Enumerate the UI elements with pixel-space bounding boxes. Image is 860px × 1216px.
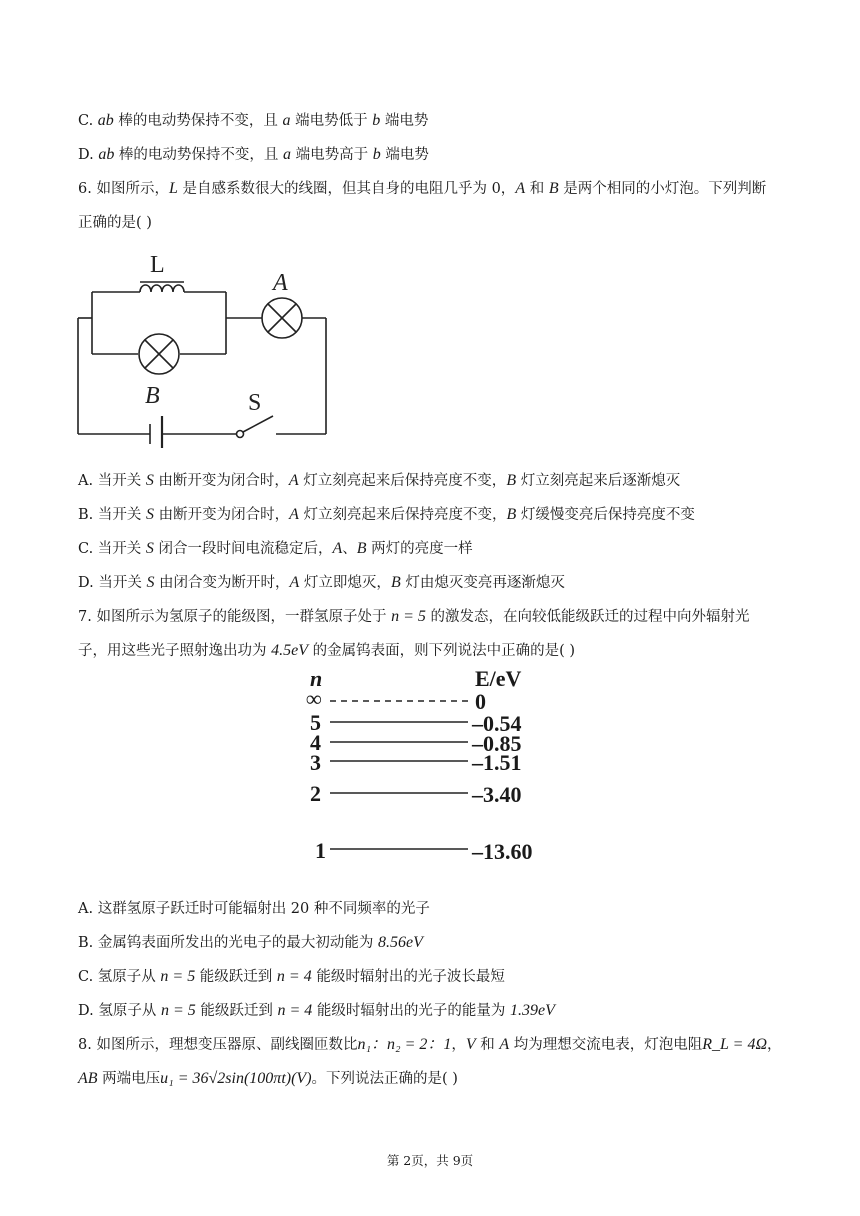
level-4-n: 4: [310, 730, 321, 755]
level-inf-e: 0: [475, 689, 486, 714]
q6-option-d: D. 当开关 S 由闭合变为断开时，A 灯立即熄灭，B 灯由熄灭变亮再逐渐熄灭: [78, 574, 565, 591]
energy-level-diagram: [300, 664, 560, 874]
page-footer: 第 2页，共 9页: [386, 1153, 474, 1168]
circuit-diagram: [70, 248, 340, 448]
q7-option-d: D. 氢原子从 n = 5 能级跃迁到 n = 4 能级时辐射出的光子的能量为 1.39eV: [78, 1002, 555, 1019]
q5-option-d: D. ab 棒的电动势保持不变，且 a 端电势高于 b 端电势: [78, 146, 429, 163]
level-2-e: –3.40: [472, 782, 522, 807]
lamp-a-label: A: [273, 270, 288, 296]
inductor-label: L: [150, 252, 165, 278]
q7-option-a: A. 这群氢原子跃迁时可能辐射出 20 种不同频率的光子: [78, 901, 430, 917]
q6-option-a: A. 当开关 S 由断开变为闭合时，A 灯立刻亮起来后保持亮度不变，B 灯立刻亮起来后逐渐熄灭: [78, 472, 681, 489]
lamp-b-label: B: [145, 383, 160, 409]
q6-option-b: B. 当开关 S 由断开变为闭合时，A 灯立刻亮起来后保持亮度不变，B 灯缓慢变亮后保持亮度不变: [78, 506, 695, 523]
q7-option-b: B. 金属钨表面所发出的光电子的最大初动能为 8.56eV: [78, 934, 423, 951]
level-5-n: 5: [310, 710, 321, 735]
level-inf-n: ∞: [306, 686, 322, 711]
level-3-e: –1.51: [472, 750, 522, 775]
q7-stem-line2: 子，用这些光子照射逸出功为 4.5eV 的金属钨表面，则下列说法中正确的是( ): [78, 642, 576, 659]
level-3-n: 3: [310, 750, 321, 775]
level-1-n: 1: [315, 838, 326, 863]
n-axis-label: n: [310, 666, 323, 691]
q8-stem-line2: AB 两端电压u₁ = 36√2sin(100πt)(V)。下列说法正确的是( ): [78, 1070, 458, 1087]
level-5-e: –0.54: [472, 711, 522, 736]
level-2-n: 2: [310, 781, 321, 806]
q5-option-c: C. ab 棒的电动势保持不变，且 a 端电势低于 b 端电势: [78, 112, 429, 129]
q7-option-c: C. 氢原子从 n = 5 能级跃迁到 n = 4 能级时辐射出的光子波长最短: [78, 968, 505, 985]
q6-stem-line1: 6. 如图所示，L 是自感系数很大的线圈，但其自身的电阻几乎为 0，A 和 B 是两个相同的小灯泡。下列判断: [78, 180, 767, 197]
level-1-e: –13.60: [472, 839, 533, 864]
q7-stem-line1: 7. 如图所示为氢原子的能级图，一群氢原子处于 n = 5 的激发态，在向较低能级跃迁的过程中向外辐射光: [78, 608, 750, 625]
level-4-e: –0.85: [472, 731, 522, 756]
switch-label: S: [248, 390, 262, 416]
q6-option-c: C. 当开关 S 闭合一段时间电流稳定后，A、B 两灯的亮度一样: [78, 540, 473, 557]
energy-axis-label: E/eV: [475, 666, 522, 691]
q6-stem-line2: 正确的是( ): [78, 215, 152, 231]
q8-stem-line1: 8. 如图所示，理想变压器原、副线圈匝数比n₁：n₂ = 2：1，V 和 A 均为理想交流电表，灯泡电阻R_L = 4Ω，: [78, 1036, 782, 1053]
